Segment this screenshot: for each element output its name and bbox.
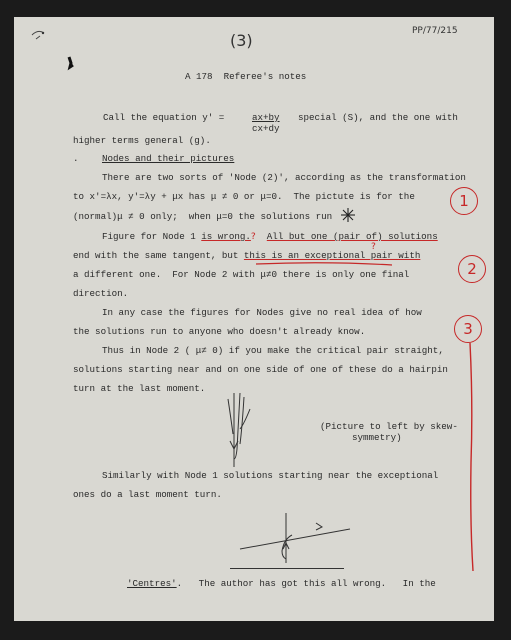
equation-numerator: ax+by	[252, 112, 280, 123]
star-solutions-icon	[341, 208, 355, 222]
paragraph-1-line-3: (normal)μ ≠ 0 only; when μ=0 the solutions run	[73, 211, 333, 222]
red-question-mark: ?	[250, 231, 256, 242]
centres-text: . The author has got this all wrong. In the	[176, 578, 436, 589]
node1-figure-text: Figure for Node 1	[102, 231, 202, 242]
margin-mark-2: 2	[458, 255, 486, 283]
last-moment-turn-sketch	[238, 505, 358, 565]
corner-ink-marks	[14, 17, 74, 77]
exceptional-pair-text: this is an exceptional pair with	[243, 250, 421, 261]
centres-heading: 'Centres'	[127, 578, 177, 589]
document-page	[14, 17, 494, 621]
equation-text-post: special (S), and the one with	[298, 112, 458, 123]
paragraph-4-line-2: solutions starting near and on one side of one of these do a hairpin	[73, 364, 448, 375]
red-question-mark-2: ?	[371, 241, 376, 252]
paragraph-6-line-1	[127, 578, 436, 590]
paragraph-5-line-1: Similarly with Node 1 solutions starting near the exceptional	[102, 470, 439, 481]
paragraph-2-line-1	[102, 231, 438, 243]
paragraph-5-line-2: ones do a last moment turn.	[73, 489, 222, 500]
paragraph-1-line-2: to x'=λx, y'=λy + μx has μ ≠ 0 or μ=0. The pictute is for the	[73, 191, 415, 202]
red-underline-exceptional	[256, 261, 396, 271]
equation-text-pre: Call the equation y' =	[103, 112, 225, 123]
is-wrong-text: is wrong.	[201, 231, 251, 242]
paragraph-4-line-1: Thus in Node 2 ( μ≠ 0) if you make the critical pair straight,	[102, 345, 444, 356]
paragraph-2-line-4: direction.	[73, 288, 129, 299]
paragraph-3-line-1: In any case the figures for Nodes give no real idea of how	[102, 307, 422, 318]
equation-text-line2: higher terms general (g).	[73, 135, 211, 146]
page-title: A 178 Referee's notes	[185, 71, 307, 82]
red-margin-line	[467, 343, 477, 573]
hairpin-sketch-figure	[218, 389, 268, 469]
figure-caption-line-1: (Picture to left by skew-	[320, 421, 458, 432]
divider-line	[230, 568, 344, 569]
page-number: (3)	[230, 31, 253, 50]
margin-mark-3: 3	[454, 315, 482, 343]
reference-number: PP/77/215	[412, 26, 458, 36]
paragraph-2-line-3: a different one. For Node 2 with μ≠0 there is only one final	[73, 269, 410, 280]
margin-mark-1: 1	[450, 187, 478, 215]
figure-caption-line-2: symmetry)	[352, 432, 402, 443]
paragraph-4-line-3: turn at the last moment.	[73, 383, 206, 394]
paragraph-3-line-2: the solutions run to anyone who doesn't already know.	[73, 326, 366, 337]
nodes-heading: Nodes and their pictures	[102, 153, 235, 164]
all-but-one-text: All but one (pair of) solutions	[266, 231, 438, 242]
bullet-dot: .	[73, 153, 79, 164]
paragraph-1-line-1: There are two sorts of 'Node (2)', according as the transformation	[102, 172, 466, 183]
same-tangent-text: end with the same tangent, but	[73, 250, 244, 261]
equation-denominator: cx+dy	[252, 123, 280, 134]
